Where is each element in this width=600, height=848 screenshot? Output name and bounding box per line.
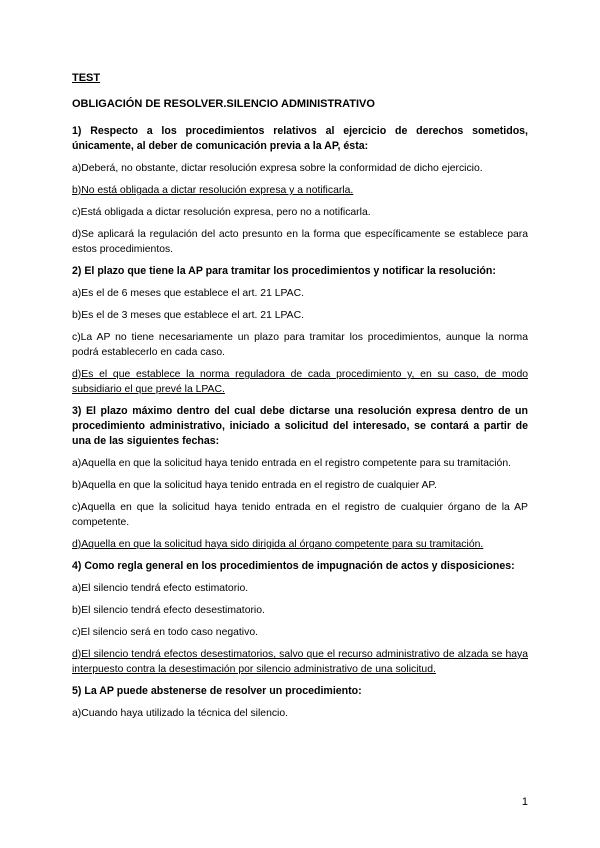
page-number: 1	[521, 796, 528, 808]
question-text: 5) La AP puede abstenerse de resolver un procedimiento:	[72, 685, 362, 697]
question-text: 2) El plazo que tiene la AP para tramitar los procedimientos y notificar la resolución:	[72, 265, 496, 277]
option-a: a)Cuando haya utilizado la técnica del silencio.	[72, 708, 289, 719]
question-text: 4) Como regla general en los procedimientos de impugnación de actos y disposiciones:	[72, 560, 515, 572]
document-title: TEST	[72, 72, 101, 84]
option-d-correct: d)Es el que establece la norma reguladora de cada procedimiento y, en su caso, de modo subsidiario el que prevé la LPAC.	[72, 369, 528, 395]
option-d-correct: d)Aquella en que la solicitud haya sido dirigida al órgano competente para su tramitación.	[72, 539, 484, 550]
question-1	[72, 124, 528, 257]
question-text: 1) Respecto a los procedimientos relativos al ejercicio de derechos sometidos, únicamente, al deber de comunicación previa a la AP, ésta:	[72, 125, 528, 152]
option-c: c)La AP no tiene necesariamente un plazo para tramitar los procedimientos, aunque la norma podrá establecerlo en cada caso.	[72, 332, 528, 358]
question-3	[72, 404, 528, 552]
option-a: a)Aquella en que la solicitud haya tenido entrada en el registro competente para su tramitación.	[72, 458, 511, 469]
option-d: d)Se aplicará la regulación del acto presunto en la forma que específicamente se establece para estos procedimientos.	[72, 229, 528, 255]
option-a: a)Deberá, no obstante, dictar resolución expresa sobre la conformidad de dicho ejercicio.	[72, 163, 483, 174]
option-b-correct: b)No está obligada a dictar resolución expresa y a notificarla.	[72, 185, 354, 196]
document-page	[72, 72, 528, 728]
option-b: b)Aquella en que la solicitud haya tenido entrada en el registro de cualquier AP.	[72, 480, 437, 491]
question-2	[72, 264, 528, 397]
option-c: c)Está obligada a dictar resolución expresa, pero no a notificarla.	[72, 207, 371, 218]
option-d-correct: d)El silencio tendrá efectos desestimatorios, salvo que el recurso administrativo de alzada se haya interpuesto contra la desestimación por silencio administrativo de una solicitud.	[72, 649, 528, 675]
option-b: b)El silencio tendrá efecto desestimatorio.	[72, 605, 265, 616]
option-a: a)El silencio tendrá efecto estimatorio.	[72, 583, 249, 594]
option-a: a)Es el de 6 meses que establece el art. 21 LPAC.	[72, 288, 304, 299]
section-heading: OBLIGACIÓN DE RESOLVER.SILENCIO ADMINISTRATIVO	[72, 98, 375, 110]
option-c: c)El silencio será en todo caso negativo.	[72, 627, 258, 638]
question-4	[72, 559, 528, 677]
option-c: c)Aquella en que la solicitud haya tenido entrada en el registro de cualquier órgano de la AP competente.	[72, 502, 528, 528]
question-text: 3) El plazo máximo dentro del cual debe dictarse una resolución expresa dentro de un procedimiento administrativo, iniciado a solicitud del interesado, se contará a partir de una de las siguientes fechas:	[72, 405, 528, 447]
option-b: b)Es el de 3 meses que establece el art. 21 LPAC.	[72, 310, 304, 321]
question-5	[72, 684, 528, 721]
